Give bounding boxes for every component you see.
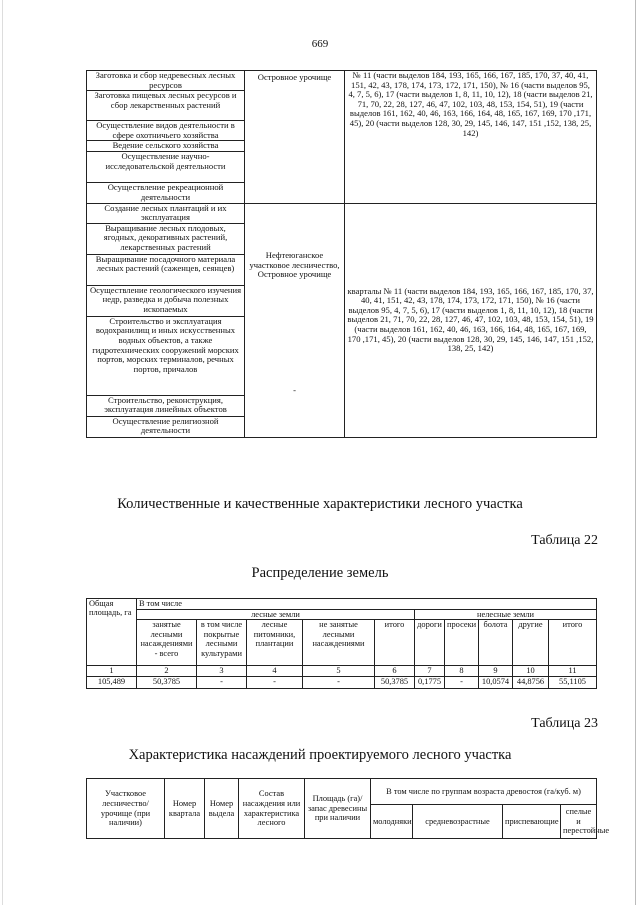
land-table: [86, 598, 597, 689]
value-cell: -: [445, 677, 479, 689]
including-header: В том числе: [137, 599, 597, 610]
total-area-header: Общая площадь, га: [87, 599, 137, 666]
value-cell: -: [303, 677, 375, 689]
dash-mark: -: [293, 384, 296, 395]
column-number: 2: [137, 666, 197, 677]
activity-cell: Осуществление геологического изучения недр, разведка и добыча полезных ископаемых: [87, 285, 245, 316]
forestry-cell: Островное урочище: [245, 71, 345, 204]
value-cell: 10,0574: [479, 677, 513, 689]
column-number: 11: [549, 666, 597, 677]
usage-table: [86, 70, 597, 438]
age-groups-header: В том числе по группам возраста древостоя (га/куб. м): [371, 779, 597, 805]
value-cell: 44,8756: [513, 677, 549, 689]
composition-header: Состав насаждения или характеристика лесного: [239, 779, 305, 839]
value-cell: 0,1775: [415, 677, 445, 689]
value-cell: 105,489: [87, 677, 137, 689]
activity-cell: Строительство и эксплуатация водохранилищ и иных искусственных водных объектов, а также гидротехнических сооружений морских портов, морских терминалов, речных портов, причалов: [87, 316, 245, 395]
activity-cell: Осуществление религиозной деятельности: [87, 416, 245, 437]
scan-edge-left: [2, 0, 3, 905]
activity-cell: Строительство, реконструкция, эксплуатация линейных объектов: [87, 395, 245, 416]
table-22-label: Таблица 22: [531, 533, 598, 548]
table-23-label: Таблица 23: [531, 716, 598, 731]
table-23-title: Характеристика насаждений проектируемого лесного участка: [128, 747, 512, 763]
plantation-table: [86, 778, 610, 839]
column-header: занятые лесными насаждениями - всего: [137, 620, 197, 666]
column-number: 3: [197, 666, 247, 677]
column-number: 5: [303, 666, 375, 677]
column-header: лесные питомники, плантации: [247, 620, 303, 666]
quarter-header: Номер квартала: [165, 779, 205, 839]
activity-cell: Осуществление рекреационной деятельности: [87, 183, 245, 203]
table-22-title: Распределение земель: [251, 565, 389, 581]
activity-cell: Ведение сельского хозяйства: [87, 141, 245, 152]
column-header: болота: [479, 620, 513, 666]
value-cell: 50,3785: [375, 677, 415, 689]
quarters-cell: кварталы № 11 (части выделов 184, 193, 165, 166, 167, 185, 170, 37, 40, 41, 151, 42, 43, 178, 174, 173, 172, 171, 150), № 16 (части выделов 95, 4, 7, 5, 6), 17 (части выделов 1, 8, 11, 10, 12), 18 (части выделов 21, 71, 70, 22, 28, 127, 46, 47, 102, 103, 48, 153, 154, 51), 19 (части выделов 161, 162, 40, 46, 163, 166, 164, 48, 165, 167, 169, 170 ,171, 45), 20 (части выделов 128, 30, 29, 145, 146, 147, 151 ,152, 138, 25, 142): [345, 203, 597, 437]
column-number: 8: [445, 666, 479, 677]
column-number: 10: [513, 666, 549, 677]
activity-cell: Заготовка и сбор недревесных лесных ресурсов: [87, 71, 245, 91]
column-number: 9: [479, 666, 513, 677]
scan-edge-right: [635, 0, 636, 905]
activity-cell: Осуществление видов деятельности в сфере охотничьего хозяйства: [87, 121, 245, 141]
page-number: 669: [311, 38, 329, 50]
activity-cell: Осуществление научно-исследовательской деятельности: [87, 152, 245, 183]
activity-cell: Выращивание посадочного материала лесных растений (саженцев, сеянцев): [87, 254, 245, 285]
column-header: дороги: [415, 620, 445, 666]
quarters-cell: № 11 (части выделов 184, 193, 165, 166, 167, 185, 170, 37, 40, 41, 151, 42, 43, 178, 174, 173, 172, 171, 150), № 16 (части выделов 95, 4, 7, 5, 6), 17 (части выделов 1, 8, 11, 10, 12), 18 (части выделов 21, 71, 70, 22, 28, 127, 46, 47, 102, 103, 48, 153, 154, 51), 19 (части выделов 161, 162, 40, 46, 163, 166, 164, 48, 165, 167, 169, 170 ,171, 45), 20 (части выделов 128, 30, 29, 145, 146, 147, 151 ,152, 138, 25, 142): [345, 71, 597, 204]
value-cell: -: [197, 677, 247, 689]
section-heading: Количественные и качественные характеристики лесного участка: [117, 496, 523, 512]
forestry-header: Участковое лесничество/ урочище (при наличии): [87, 779, 165, 839]
column-header: другие: [513, 620, 549, 666]
column-number: 4: [247, 666, 303, 677]
activity-cell: Заготовка пищевых лесных ресурсов и сбор лекарственных растений: [87, 91, 245, 121]
forestry-name: Нефтеюганское участковое лесничество, Островное урочище: [249, 249, 340, 280]
middle-age-header: средневозрастные: [413, 805, 503, 839]
mature-header: спелые и перестойные: [561, 805, 597, 839]
column-header: в том числе покрытые лесными культурами: [197, 620, 247, 666]
activity-cell: Создание лесных плантаций и их эксплуатация: [87, 203, 245, 223]
column-number: 6: [375, 666, 415, 677]
premature-header: приспевающие: [503, 805, 561, 839]
area-header: Площадь (га)/запас древесины при наличии: [305, 779, 371, 839]
nonforest-lands-header: нелесные земли: [415, 610, 597, 620]
column-number: 7: [415, 666, 445, 677]
column-header: просеки: [445, 620, 479, 666]
forestry-cell: [245, 203, 345, 437]
activity-cell: Выращивание лесных плодовых, ягодных, декоративных растений, лекарственных растений: [87, 223, 245, 254]
column-header: не занятые лесными насаждениями: [303, 620, 375, 666]
young-header: молодняки: [371, 805, 413, 839]
value-cell: 55,1105: [549, 677, 597, 689]
column-header: итого: [549, 620, 597, 666]
section-header: Номер выдела: [205, 779, 239, 839]
column-number: 1: [87, 666, 137, 677]
value-cell: 50,3785: [137, 677, 197, 689]
forest-lands-header: лесные земли: [137, 610, 415, 620]
value-cell: -: [247, 677, 303, 689]
column-header: итого: [375, 620, 415, 666]
